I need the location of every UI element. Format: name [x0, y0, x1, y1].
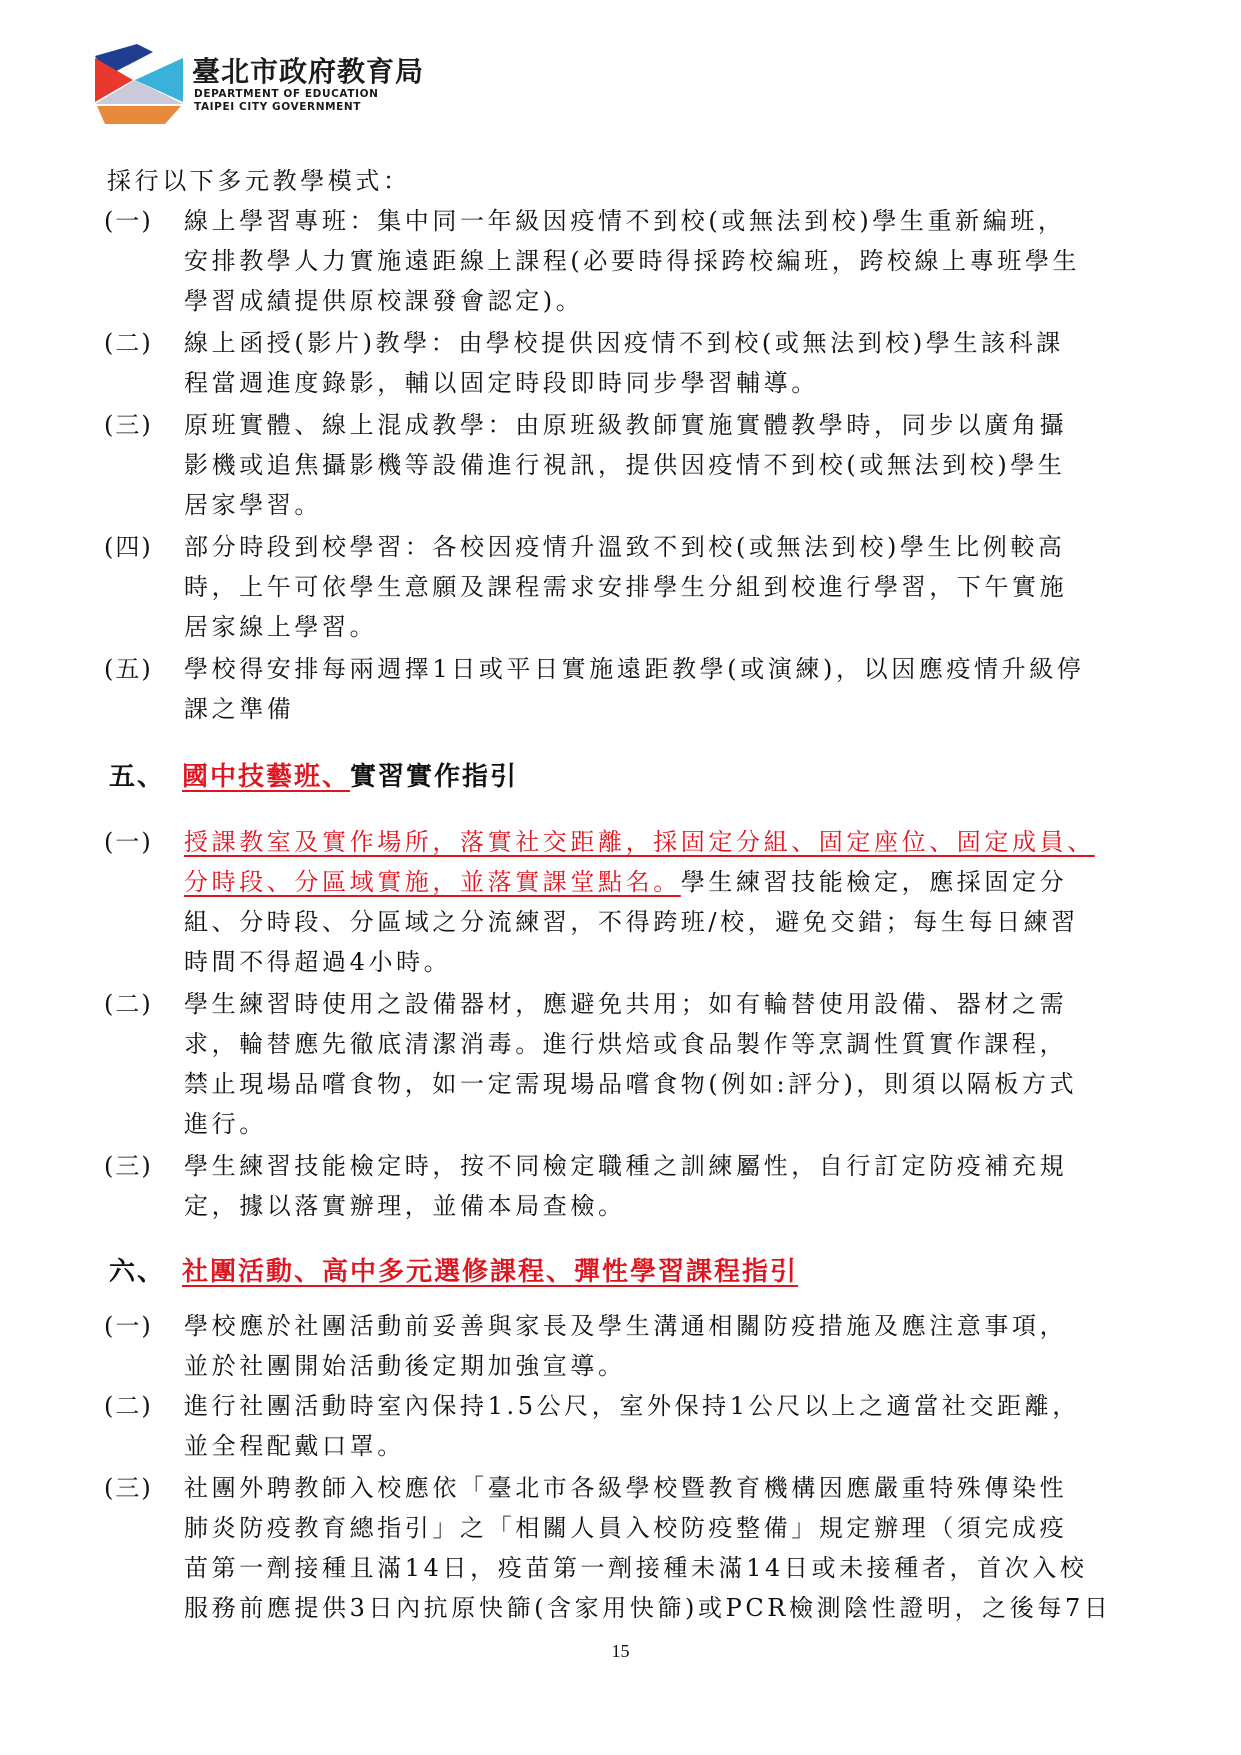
paragraph-line: 學習成績提供原校課發會認定)。 [184, 287, 584, 315]
paragraph-line: 服務前應提供3日內抗原快篩(含家用快篩)或PCR檢測陰性證明，之後每7日 [184, 1594, 1112, 1622]
section-5-title [182, 757, 518, 797]
paragraph-line [184, 822, 1095, 862]
paragraph-line: 線上函授(影片)教學：由學校提供因疫情不到校(或無法到校)學生該科課 [184, 329, 1064, 357]
paragraph-line: 進行社團活動時室內保持1.5公尺，室外保持1公尺以上之適當社交距離， [184, 1392, 1080, 1420]
org-name-english-line2: TAIPEI CITY GOVERNMENT [194, 101, 362, 113]
section-5-title-red: 國中技藝班、 [182, 762, 351, 792]
item-number: (一) [104, 1312, 153, 1340]
education-bureau-logo-icon [95, 44, 185, 124]
intro-text: 採行以下多元教學模式： [107, 167, 411, 195]
item-number: (五) [104, 655, 153, 683]
paragraph-line: 組、分時段、分區域之分流練習，不得跨班/校，避免交錯；每生每日練習 [184, 908, 1079, 936]
paragraph-line: 居家線上學習。 [184, 613, 378, 641]
paragraph-line: 苗第一劑接種且滿14日，疫苗第一劑接種未滿14日或未接種者，首次入校 [184, 1554, 1088, 1582]
item-number: (二) [104, 1392, 153, 1420]
page-header [95, 44, 595, 124]
paragraph-line: 部分時段到校學習：各校因疫情升溫致不到校(或無法到校)學生比例較高 [184, 533, 1066, 561]
highlight-text: 授課教室及實作場所，落實社交距離，採固定分組、固定座位、固定成員、 [184, 828, 1095, 856]
item-number: (一) [104, 828, 153, 856]
item-number: (三) [104, 1152, 153, 1180]
paragraph-line: 進行。 [184, 1110, 267, 1138]
paragraph-line: 學生練習技能檢定時，按不同檢定職種之訓練屬性，自行訂定防疫補充規 [184, 1152, 1068, 1180]
item-number: (三) [104, 411, 153, 439]
item-number: (一) [104, 207, 153, 235]
section-6-title-red: 社團活動、高中多元選修課程、彈性學習課程指引 [182, 1257, 799, 1287]
section-6-number: 六、 [109, 1257, 166, 1287]
paragraph-line: 課之準備 [184, 695, 295, 723]
paragraph-line: 定，據以落實辦理，並備本局查檢。 [184, 1192, 626, 1220]
paragraph-line: 時，上午可依學生意願及課程需求安排學生分組到校進行學習，下午實施 [184, 573, 1068, 601]
paragraph-line: 安排教學人力實施遠距線上課程(必要時得採跨校編班，跨校線上專班學生 [184, 247, 1081, 275]
section-5-title-black: 實習實作指引 [350, 762, 519, 792]
paragraph-text: 學生練習技能檢定，應採固定分 [680, 868, 1068, 896]
paragraph-line: 並全程配戴口罩。 [184, 1432, 405, 1460]
paragraph-line: 居家學習。 [184, 491, 322, 519]
paragraph-line: 求，輪替應先徹底清潔消毒。進行烘焙或食品製作等烹調性質實作課程， [184, 1030, 1068, 1058]
paragraph-line: 原班實體、線上混成教學：由原班級教師實施實體教學時，同步以廣角攝 [184, 411, 1068, 439]
section-6-title [182, 1252, 798, 1292]
paragraph-line: 學校得安排每兩週擇1日或平日實施遠距教學(或演練)，以因應疫情升級停 [184, 655, 1085, 683]
org-name-english-line1: DEPARTMENT OF EDUCATION [194, 88, 379, 100]
item-number: (四) [104, 533, 153, 561]
paragraph-line: 禁止現場品嚐食物，如一定需現場品嚐食物(例如:評分)，則須以隔板方式 [184, 1070, 1078, 1098]
paragraph-line: 學生練習時使用之設備器材，應避免共用；如有輪替使用設備、器材之需 [184, 990, 1068, 1018]
page-number: 15 [611, 1641, 630, 1661]
item-number: (二) [104, 329, 153, 357]
paragraph-line: 學校應於社團活動前妥善與家長及學生溝通相關防疫措施及應注意事項， [184, 1312, 1068, 1340]
paragraph-line: 影機或追焦攝影機等設備進行視訊，提供因疫情不到校(或無法到校)學生 [184, 451, 1066, 479]
section-5-number: 五、 [109, 762, 166, 792]
paragraph-line: 程當週進度錄影，輔以固定時段即時同步學習輔導。 [184, 369, 819, 397]
item-number: (二) [104, 990, 153, 1018]
org-name-chinese: 臺北市政府教育局 [192, 55, 425, 88]
highlight-text: 分時段、分區域實施，並落實課堂點名。 [184, 868, 681, 896]
paragraph-line [184, 862, 1067, 902]
item-number: (三) [104, 1474, 153, 1502]
paragraph-line: 肺炎防疫教育總指引」之「相關人員入校防疫整備」規定辦理（須完成疫 [184, 1514, 1068, 1542]
paragraph-line: 線上學習專班：集中同一年級因疫情不到校(或無法到校)學生重新編班， [184, 207, 1066, 235]
paragraph-line: 時間不得超過4小時。 [184, 948, 452, 976]
paragraph-line: 社團外聘教師入校應依「臺北市各級學校暨教育機構因應嚴重特殊傳染性 [184, 1474, 1068, 1502]
paragraph-line: 並於社團開始活動後定期加強宣導。 [184, 1352, 626, 1380]
